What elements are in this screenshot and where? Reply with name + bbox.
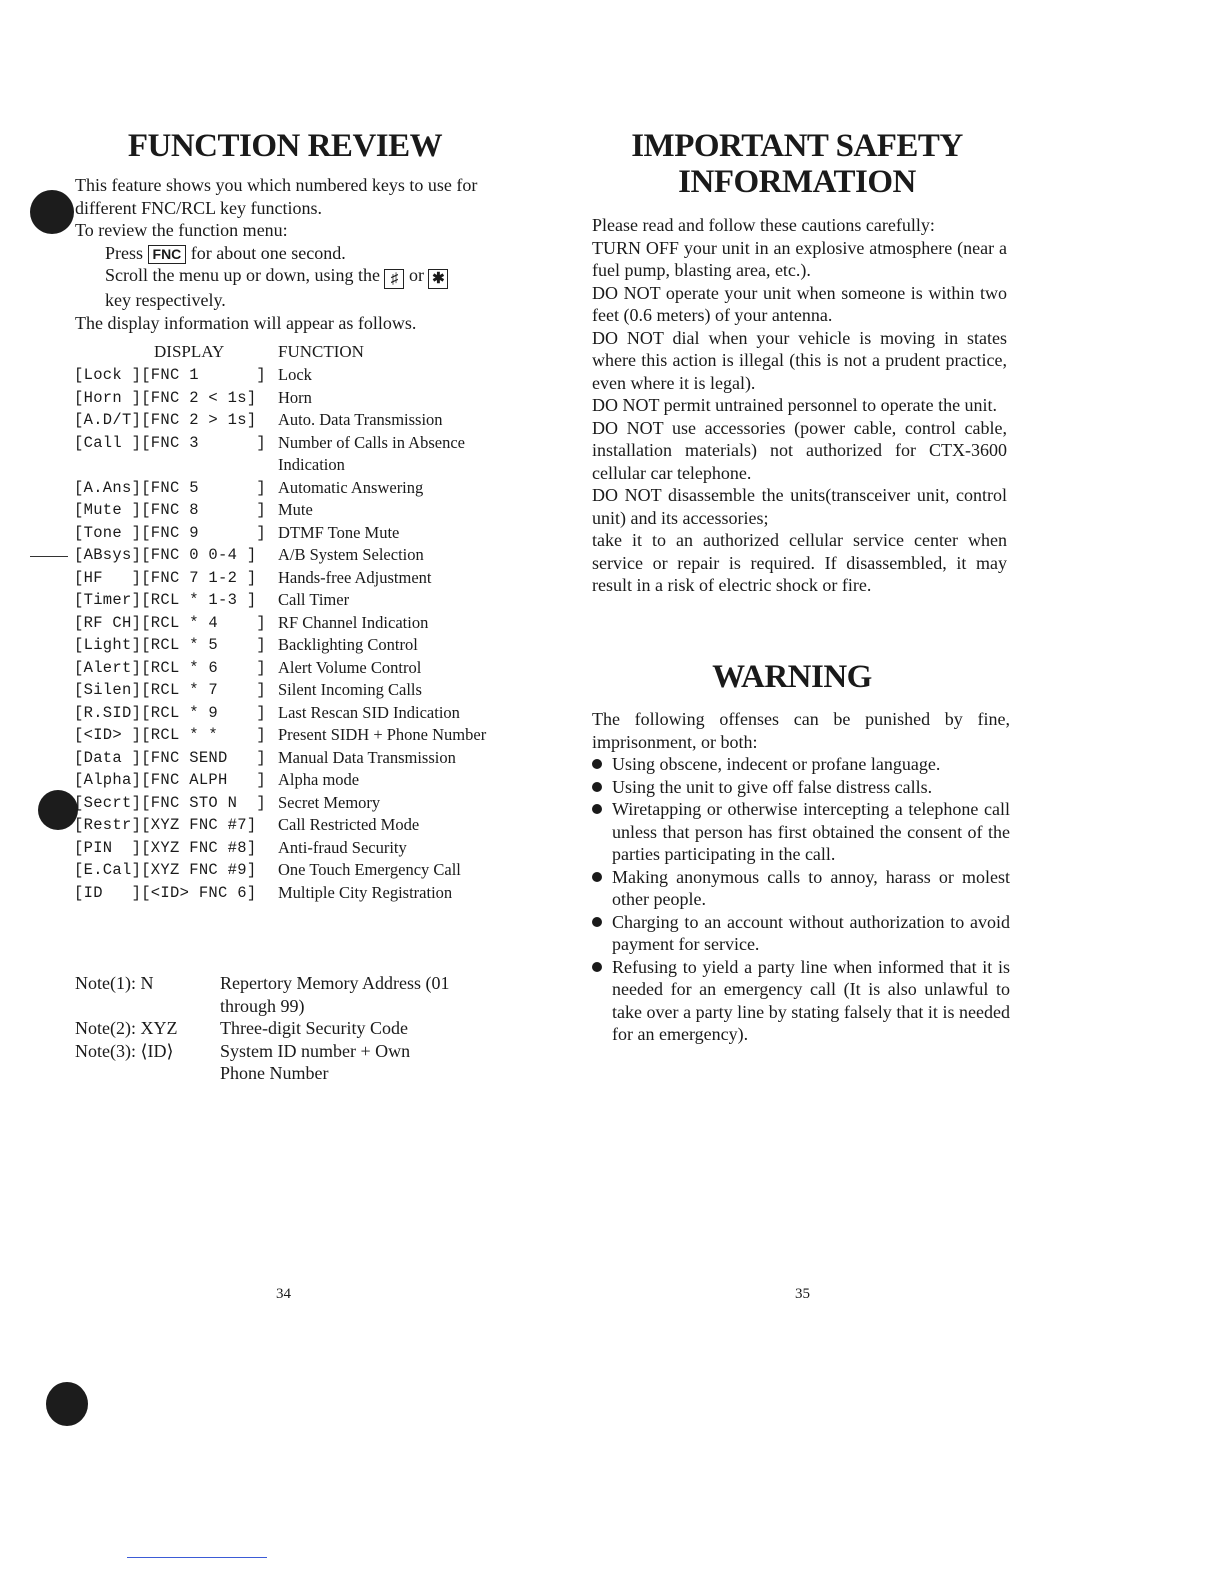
bullet-icon xyxy=(592,804,602,814)
note-label: Note(3): ⟨ID⟩ xyxy=(75,1040,174,1061)
function-name: Manual Data Transmission xyxy=(278,747,456,767)
note-3 xyxy=(75,1040,505,1085)
offense-item: Charging to an account without authorization to avoid payment for service. xyxy=(592,911,1010,956)
offense-item: Refusing to yield a party line when informed that it is needed for an emergency call (It is also unlawful to take over a party line by stating falsely that it is needed for an emergency). xyxy=(592,956,1010,1046)
table-row xyxy=(74,612,514,635)
display-code: [Call ][FNC 3 ] xyxy=(74,433,267,452)
function-name: One Touch Emergency Call xyxy=(278,860,461,879)
warning-title: WARNING xyxy=(712,659,872,695)
function-name: RF Channel Indication xyxy=(278,612,429,632)
table-row xyxy=(74,859,514,882)
bullet-icon xyxy=(592,782,602,792)
function-name: Present SIDH + Phone Number xyxy=(278,725,487,744)
display-code: [ABsys][FNC 0 0-4 ] xyxy=(74,546,257,564)
bullet-icon xyxy=(592,759,602,769)
step2-pre: Scroll the menu up or down, using the xyxy=(105,265,380,285)
display-code: [Data ][FNC SEND ] xyxy=(74,748,267,767)
fnc-key-icon: FNC xyxy=(148,245,187,264)
display-code: [A.Ans][FNC 5 ] xyxy=(74,478,267,497)
function-name: Hands-free Adjustment xyxy=(278,567,432,587)
punch-hole-top xyxy=(30,190,74,234)
table-row xyxy=(74,432,514,477)
table-row xyxy=(74,522,514,545)
display-code: [RF CH][RCL * 4 ] xyxy=(74,613,267,632)
note-value: System ID number + Own Phone Number xyxy=(220,1040,411,1083)
step-press-fnc xyxy=(75,242,505,265)
display-code: [Lock ][FNC 1 ] xyxy=(74,366,267,384)
function-name: Backlighting Control xyxy=(278,635,418,654)
caution-item: DO NOT disassemble the units(transceiver unit, control unit) and its accessories; xyxy=(592,485,1007,528)
function-name: Alpha mode xyxy=(278,770,360,789)
table-row xyxy=(74,679,514,702)
display-code: [A.D/T][FNC 2 > 1s] xyxy=(74,411,257,429)
warning-intro: The following offenses can be punished by fine, imprisonment, or both: xyxy=(592,709,1010,752)
table-row xyxy=(74,657,514,680)
function-name: Anti-fraud Security xyxy=(278,837,407,857)
offense-list xyxy=(592,753,1010,1046)
scan-underline xyxy=(127,1557,267,1558)
table-row xyxy=(74,634,514,657)
page-number-left: 34 xyxy=(276,1286,291,1302)
function-name: Mute xyxy=(278,500,313,519)
table-row xyxy=(74,702,514,725)
page-number-right: 35 xyxy=(795,1286,810,1302)
display-code: [<ID> ][RCL * * ] xyxy=(74,726,267,744)
punch-hole-middle xyxy=(38,790,78,830)
safety-block xyxy=(592,214,1007,597)
display-code: [Light][RCL * 5 ] xyxy=(74,636,267,654)
function-name: Number of Calls in Absence Indication xyxy=(278,432,465,474)
col-function-header: FUNCTION xyxy=(278,342,364,361)
function-name: Multiple City Registration xyxy=(278,882,453,902)
step1-pre: Press xyxy=(105,242,144,263)
display-code: [Alert][RCL * 6 ] xyxy=(74,658,267,677)
note-value: Repertory Memory Address (01 through 99) xyxy=(220,973,450,1016)
table-row xyxy=(74,747,514,770)
bullet-icon xyxy=(592,872,602,882)
display-code: [HF ][FNC 7 1-2 ] xyxy=(74,568,257,587)
table-row xyxy=(74,364,514,387)
caution-item: take it to an authorized cellular service center when service or repair is required. If disassembled, it may result in a risk of electric shock or fire. xyxy=(592,530,1007,595)
intro-block xyxy=(75,174,505,334)
display-code: [Restr][XYZ FNC #7] xyxy=(74,816,257,834)
function-name: DTMF Tone Mute xyxy=(278,522,400,542)
display-code: [Secrt][FNC STO N ] xyxy=(74,793,267,812)
display-info-text: The display information will appear as follows. xyxy=(75,312,417,333)
function-name: Call Timer xyxy=(278,590,350,609)
function-name: A/B System Selection xyxy=(278,545,424,564)
function-name: Automatic Answering xyxy=(278,477,424,497)
table-header xyxy=(74,342,514,364)
function-name: Last Rescan SID Indication xyxy=(278,702,460,722)
function-name: Horn xyxy=(278,387,312,407)
display-code: [Mute ][FNC 8 ] xyxy=(74,501,267,519)
table-row xyxy=(74,724,514,747)
punch-hole-bottom xyxy=(46,1382,88,1426)
step1-post: for about one second. xyxy=(190,242,346,263)
display-code: [Silen][RCL * 7 ] xyxy=(74,681,267,699)
table-row xyxy=(74,409,514,432)
display-code: [ID ][<ID> FNC 6] xyxy=(74,883,257,902)
intro-text: This feature shows you which numbered keys to use for different FNC/RCL key functions. xyxy=(75,175,478,218)
table-row xyxy=(74,769,514,792)
display-code: [R.SID][RCL * 9 ] xyxy=(74,703,267,722)
step2-post: key respectively. xyxy=(105,290,226,310)
safety-title: IMPORTANT SAFETY INFORMATION xyxy=(631,128,963,200)
table-row xyxy=(74,567,514,590)
step-scroll xyxy=(75,264,505,312)
table-row xyxy=(74,792,514,815)
step2-or: or xyxy=(408,265,424,285)
display-code: [PIN ][XYZ FNC #8] xyxy=(74,838,257,857)
margin-mark xyxy=(30,556,68,557)
note-label: Note(2): XYZ xyxy=(75,1018,178,1038)
display-code: [Timer][RCL * 1-3 ] xyxy=(74,591,257,609)
note-label: Note(1): N xyxy=(75,973,154,993)
offense-item: Making anonymous calls to annoy, harass or molest other people. xyxy=(592,866,1010,911)
star-key-icon: ✱ xyxy=(428,269,448,289)
table-row xyxy=(74,589,514,612)
review-heading: To review the function menu: xyxy=(75,220,288,240)
table-rows xyxy=(74,364,514,904)
function-name: Call Restricted Mode xyxy=(278,815,420,834)
bullet-icon xyxy=(592,962,602,972)
safety-intro: Please read and follow these cautions carefully: xyxy=(592,215,935,235)
display-code: [E.Cal][XYZ FNC #9] xyxy=(74,861,257,879)
table-row xyxy=(74,544,514,567)
function-name: Lock xyxy=(278,365,312,384)
offense-item: Wiretapping or otherwise intercepting a telephone call unless that person has first obtained the consent of the parties participating in the call. xyxy=(592,798,1010,866)
function-name: Silent Incoming Calls xyxy=(278,680,422,699)
display-code: [Horn ][FNC 2 < 1s] xyxy=(74,388,257,407)
table-row xyxy=(74,882,514,905)
display-code: [Tone ][FNC 9 ] xyxy=(74,523,267,542)
table-row xyxy=(74,814,514,837)
note-1 xyxy=(75,972,505,1017)
table-row xyxy=(74,387,514,410)
warning-block xyxy=(592,708,1010,1046)
offense-item: Using the unit to give off false distress calls. xyxy=(592,776,1010,799)
hash-key-icon: ♯ xyxy=(384,269,404,289)
note-value: Three-digit Security Code xyxy=(220,1018,408,1038)
function-name: Auto. Data Transmission xyxy=(278,410,443,429)
function-review-title: FUNCTION REVIEW xyxy=(127,128,443,164)
col-display-header: DISPLAY xyxy=(154,342,225,361)
table-row xyxy=(74,837,514,860)
note-2 xyxy=(75,1017,505,1040)
caution-item: DO NOT dial when your vehicle is moving in states where this action is illegal (this is not a prudent practice, even where it is legal). xyxy=(592,327,1007,393)
offense-item: Using obscene, indecent or profane language. xyxy=(592,753,1010,776)
display-code: [Alpha][FNC ALPH ] xyxy=(74,771,267,789)
function-table xyxy=(74,342,514,904)
table-row xyxy=(74,499,514,522)
caution-item: DO NOT permit untrained personnel to operate the unit. xyxy=(592,395,998,415)
caution-item: DO NOT use accessories (power cable, control cable, installation materials) not authorized for CTX-3600 cellular car telephone. xyxy=(592,417,1007,483)
notes-block xyxy=(75,972,505,1085)
bullet-icon xyxy=(592,917,602,927)
caution-item: TURN OFF your unit in an explosive atmosphere (near a fuel pump, blasting area, etc.). xyxy=(592,237,1007,280)
function-name: Secret Memory xyxy=(278,792,381,812)
function-name: Alert Volume Control xyxy=(278,657,422,677)
caution-item: DO NOT operate your unit when someone is within two feet (0.6 meters) of your antenna. xyxy=(592,282,1007,325)
table-row xyxy=(74,477,514,500)
